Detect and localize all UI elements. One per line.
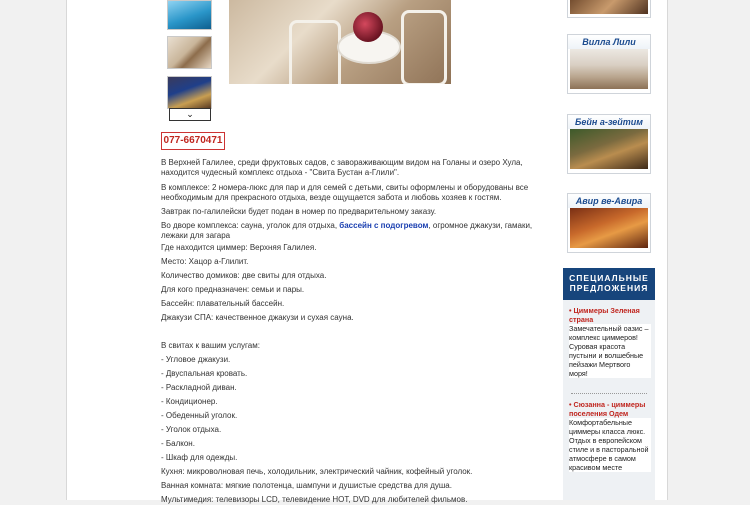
offer-item[interactable] — [569, 400, 651, 472]
info-kitchen: Кухня: микроволновая печь, холодильник, электрический чайник, кофейный уголок. — [161, 467, 473, 476]
offer-title-link[interactable]: Циммеры Зеленая страна — [569, 306, 640, 324]
phone-number-box[interactable]: 077-6670471 — [161, 132, 225, 150]
heated-pool-link[interactable]: бассейн с подогревом — [339, 221, 429, 230]
offer-divider — [571, 393, 647, 394]
service-item: - Обеденный уголок. — [161, 411, 238, 420]
bullet-icon: • — [569, 400, 574, 409]
paragraph-intro: В Верхней Галилее, среди фруктовых садов, с завораживающим видом на Голаны и озеро Хула, находится чудесный комплекс отдыха - "Свита Бустан а-Глили". — [161, 158, 523, 177]
offer-item[interactable] — [569, 306, 651, 378]
info-houses: Количество домиков: две свиты для отдыха. — [161, 271, 327, 280]
main-photo — [229, 0, 451, 84]
service-item: - Угловое джакузи. — [161, 355, 231, 364]
special-offers-heading: СПЕЦИАЛЬНЫЕ ПРЕДЛОЖЕНИЯ — [563, 268, 655, 300]
card-title[interactable]: Бейн а-зейтим — [568, 115, 650, 129]
offer-description: Замечательный оазис – комплекс циммеров! Суровая красота пустыни и волшебные пейзажи Мертвого моря! — [569, 324, 651, 378]
offer-title-link[interactable]: Сюзанна - циммеры поселения Одем — [569, 400, 646, 418]
info-multimedia: Мультимедия: телевизоры LCD, телевидение HOT, DVD для любителей фильмов. — [161, 495, 468, 504]
services-heading: В свитах к вашим услугам: — [161, 341, 260, 350]
service-item: - Кондиционер. — [161, 397, 218, 406]
sidebar-card-villa-lili[interactable] — [567, 34, 651, 94]
paragraph-breakfast: Завтрак по-галилейски будет подан в номер по предварительному заказу. — [161, 207, 437, 216]
special-offers-list — [563, 300, 655, 500]
info-spa: Джакузи СПА: качественное джакузи и сухая сауна. — [161, 313, 354, 322]
card-photo[interactable] — [570, 208, 648, 248]
card-photo[interactable] — [570, 129, 648, 169]
service-item: - Уголок отдыха. — [161, 425, 222, 434]
service-item: - Шкаф для одежды. — [161, 453, 238, 462]
paragraph-yard: Во дворе комплекса: сауна, уголок для отдыха, бассейн с подогревом, огромное джакузи, гамаки, лежаки для загара — [161, 221, 533, 240]
bullet-icon: • — [569, 306, 574, 315]
offer-description: Комфортабельные циммеры класса люкс. Отдых в европейском стиле и в пасторальной атмосфере в самом красивом месте — [569, 418, 651, 472]
thumbnail-bedroom[interactable] — [167, 76, 212, 109]
service-item: - Балкон. — [161, 439, 195, 448]
card-title[interactable]: Вилла Лили — [568, 35, 650, 49]
thumbnail-jacuzzi[interactable] — [167, 0, 212, 30]
sidebar-card-top[interactable] — [567, 0, 651, 18]
card-photo[interactable] — [570, 49, 648, 89]
paragraph-complex: В комплексе: 2 номера-люкс для пар и для семей с детьми, свиты оформлены и оборудованы все необходимым для прекрасного отдыха, везде ощущается забота и любовь хозяев к гостям. — [161, 183, 529, 202]
page-body — [66, 0, 668, 504]
info-place: Место: Хацор а-Глилит. — [161, 257, 249, 266]
chevron-down-icon: ⌄ — [186, 109, 194, 119]
info-audience: Для кого предназначен: семьи и пары. — [161, 285, 305, 294]
service-item: - Раскладной диван. — [161, 383, 237, 392]
thumbnail-room[interactable] — [167, 36, 212, 69]
sidebar-card-avir-veavira[interactable] — [567, 193, 651, 253]
info-location: Где находится циммер: Верхняя Галилея. — [161, 243, 317, 252]
info-pool: Бассейн: плавательный бассейн. — [161, 299, 285, 308]
service-item: - Двуспальная кровать. — [161, 369, 248, 378]
thumbnail-scroll-down-button[interactable] — [169, 108, 211, 121]
card-title[interactable]: Авир ве-Авира — [568, 194, 650, 208]
info-bathroom: Ванная комната: мягкие полотенца, шампуни и душистые средства для душа. — [161, 481, 452, 490]
sidebar-card-bein-azeitim[interactable] — [567, 114, 651, 174]
